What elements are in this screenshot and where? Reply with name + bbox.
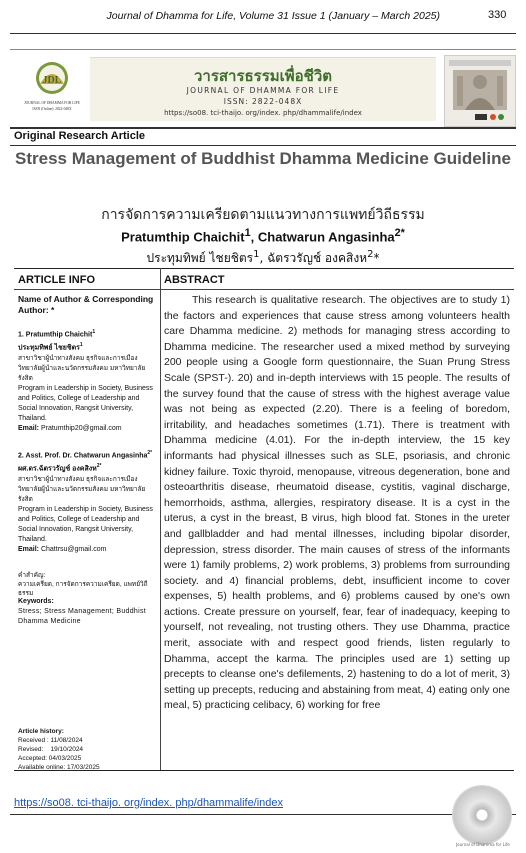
- author-1-thai-line: [18, 340, 156, 353]
- banner-issn: ISSN: 2822-048X: [223, 97, 303, 106]
- author-2-thai-fullname: ผศ.ดร.ฉัตรวรัญช์ องคสิงห: [18, 465, 97, 473]
- thai-keywords: ความเครียด, การจัดการความเครียด, แพทย์วิถีธรรม: [18, 581, 148, 597]
- column-divider: [160, 268, 161, 770]
- keywords: Stress; Stress Management; Buddhist Dhamma Medicine: [18, 608, 146, 625]
- disc-decoration-icon: [452, 785, 512, 845]
- author-2-name: Chatwarun Angasinha: [257, 229, 395, 245]
- jdl-logo-icon: [20, 58, 84, 118]
- footer-link[interactable]: https://so08. tci-thaijo. org/index. php/dhammalife/index: [14, 797, 284, 809]
- disc-caption: Journal of Dhamma for Life: [456, 842, 510, 847]
- author-1-fullname-sup: 1: [92, 329, 96, 335]
- banner-rule: [10, 127, 516, 129]
- author-1-email-line: [18, 424, 156, 434]
- author-2-line: [18, 448, 156, 461]
- header-rule-lower: [10, 49, 516, 50]
- authors-thai: [14, 249, 512, 268]
- thai-keywords-block: [18, 571, 156, 598]
- logo-line2: ISSN (Online): 2822-048X: [32, 107, 72, 111]
- author-2-email[interactable]: Chattrsu@gmail.com: [40, 545, 107, 553]
- history-online: Available online: 17/03/2025: [18, 764, 100, 771]
- author-1-thai-fullname: ประทุมทิพย์ ไชยชิตร: [18, 344, 80, 352]
- abstract-text: This research is qualitative research. The objectives are to study 1) the factors and experiences that cause stress among volunteers health care Dhamma medicine. 2) methods for managing stress according to Dhamma medicine. The researcher used a mixed method by surveying 200 people using a Google form questionnaire, the Suan Prung Stress Scale (SPST-). 20) and in-depth interviews with 15 people. The results of the survey found that the cause of stress with the highest average value was not being as expected (2.20). There is a feeling of boredom, irritability, and headaches sometimes (1.71). There is treatment with Dhamma medicine (4.01). For the in-depth interview, the 15 key informants had physical illnesses such as SLE, psoriasis, and chronic kidney failure. Toxic thyroid, menopause, vitreous degeneration, bone and osteoarthritis disease, rheumatoid disease, cystitis, vaginal discharge, hemorrhoids, asthma, allergies, respiratory disease. It is a cyst in the uterus, a cyst in the breast, B virus, high blood fat. Stones in the ureter and gallbladder and had mental illnesses, including bipolar disorder, depression, stress disorder. The main causes of stress of the informants were 1) family problems, 2) work problems, 3) problems from surrounding society. and 4) financial problems, debt, insufficient income to cover expenses, 5) health problems, and 6) problems caused by one's own actions. Create pressure on yourself, fear, fear of inadequacy, keeping to yourself, not revealing, not trusting others. They use Dhamma, practice merit, associate with and respect good friends, listen regularly to Dhamma, accept the karma. The principles used are 1) setting up precepts to cleanse one's defilements, 2) hastening to do a lot of merit, 3) setting up precepts, reducing and abstaining from meat, 4) eating only one meal, 5) practicing celibacy, 6) working for free: [164, 294, 510, 712]
- author-2-thai-line: [18, 461, 156, 474]
- author-2-email-label: Email:: [18, 545, 40, 553]
- author-1-thai: ประทุมทิพย์ ไชยชิตร: [146, 251, 254, 265]
- running-head: Journal of Dhamma for Life, Volume 31 Issue 1 (January – March 2025): [106, 10, 440, 22]
- author-1-email[interactable]: Pratumthip20@gmail.com: [40, 424, 122, 432]
- article-history: [18, 727, 156, 772]
- author-1-number: 1.: [18, 331, 24, 339]
- thai-keywords-label: คำสำคัญ:: [18, 572, 46, 579]
- author-2-email-line: [18, 545, 156, 555]
- article-type-label: Original Research Article: [14, 130, 146, 142]
- abstract-heading: ABSTRACT: [164, 274, 225, 286]
- author-2-thai: ฉัตรวรัญช์ องคสิงห: [267, 251, 368, 265]
- article-info-heading: ARTICLE INFO: [18, 274, 95, 286]
- author-2-block: [18, 448, 156, 555]
- history-accepted: Accepted: 04/03/2025: [18, 755, 82, 762]
- author-1-sup: 1: [244, 227, 251, 239]
- logo-line1: JOURNAL OF DHAMMA FOR LIFE: [24, 101, 80, 105]
- corresponding-star: *: [373, 251, 380, 265]
- author-2-fullname: Asst. Prof. Dr. Chatwarun Angasinha: [25, 452, 148, 460]
- author-2-thai-sup: 2: [367, 249, 374, 260]
- banner-url[interactable]: https://so08. tci-thaijo. org/index. php/dhammalife/index: [164, 109, 362, 117]
- abstract-underline: [160, 289, 514, 290]
- author-2-thai-fullname-sup: 2*: [96, 463, 102, 470]
- author-separator: ,: [250, 229, 258, 245]
- journal-cover-image: [444, 55, 516, 127]
- logo-mark: JDL: [42, 75, 62, 86]
- author-2-affiliation: Program in Leadership in Society, Business and Politics, College of Leadership and Social Innovation, Rangsit University, Thailand.: [18, 505, 153, 543]
- author-1-block: [18, 327, 156, 434]
- article-info-underline: [14, 289, 160, 290]
- keywords-block: [18, 597, 156, 627]
- author-1-fullname: Pratumthip Chaichit: [25, 331, 93, 339]
- authors-english: [14, 227, 512, 244]
- author-1-name: Pratumthip Chaichit: [121, 229, 245, 245]
- author-1-email-label: Email:: [18, 424, 40, 432]
- footer-rule: [10, 814, 516, 815]
- keywords-label: Keywords:: [18, 598, 54, 605]
- author-1-thai-affiliation: สาขาวิชาผู้นำทางสังคม ธุรกิจและการเมือง วิทยาลัยผู้นำและนวัตกรรมสังคม มหาวิทยาลัยรังสิต: [18, 354, 146, 382]
- article-title: Stress Management of Buddhist Dhamma Medicine Guideline: [15, 149, 511, 168]
- author-2-thai-affiliation: สาขาวิชาผู้นำทางสังคม ธุรกิจและการเมือง วิทยาลัยผู้นำและนวัตกรรมสังคม มหาวิทยาลัยรังสิต: [18, 475, 146, 503]
- cover-relief-icon: [445, 56, 515, 126]
- author-1-thai-sup: 1: [253, 249, 260, 260]
- author-1-line: [18, 327, 156, 340]
- history-revised: Revised: 19/10/2024: [18, 746, 84, 753]
- article-title-thai: การจัดการความเครียดตามแนวทางการแพทย์วิถีธรรม: [101, 207, 425, 223]
- header-rule: [10, 33, 516, 34]
- title-rule: [10, 145, 516, 146]
- author-name-heading: Name of Author & Corresponding Author: *: [18, 294, 154, 315]
- author-1-affiliation: Program in Leadership in Society, Business and Politics, College of Leadership and Social Innovation, Rangsit University, Thailand.: [18, 384, 153, 422]
- history-received: Received : 11/08/2024: [18, 737, 83, 744]
- author-2-sup: 2*: [394, 227, 405, 239]
- author-2-number: 2.: [18, 452, 24, 460]
- author-1-thai-fullname-sup: 1: [79, 342, 83, 349]
- banner-title-en: JOURNAL OF DHAMMA FOR LIFE: [186, 86, 340, 95]
- history-label: Article history:: [18, 728, 64, 735]
- journal-logo: [20, 58, 84, 118]
- banner-title-thai: วารสารธรรมเพื่อชีวิต: [193, 67, 333, 85]
- page-number: 330: [488, 9, 507, 21]
- author-2-fullname-sup: 2*: [147, 450, 153, 456]
- author-thai-separator: ,: [259, 251, 268, 265]
